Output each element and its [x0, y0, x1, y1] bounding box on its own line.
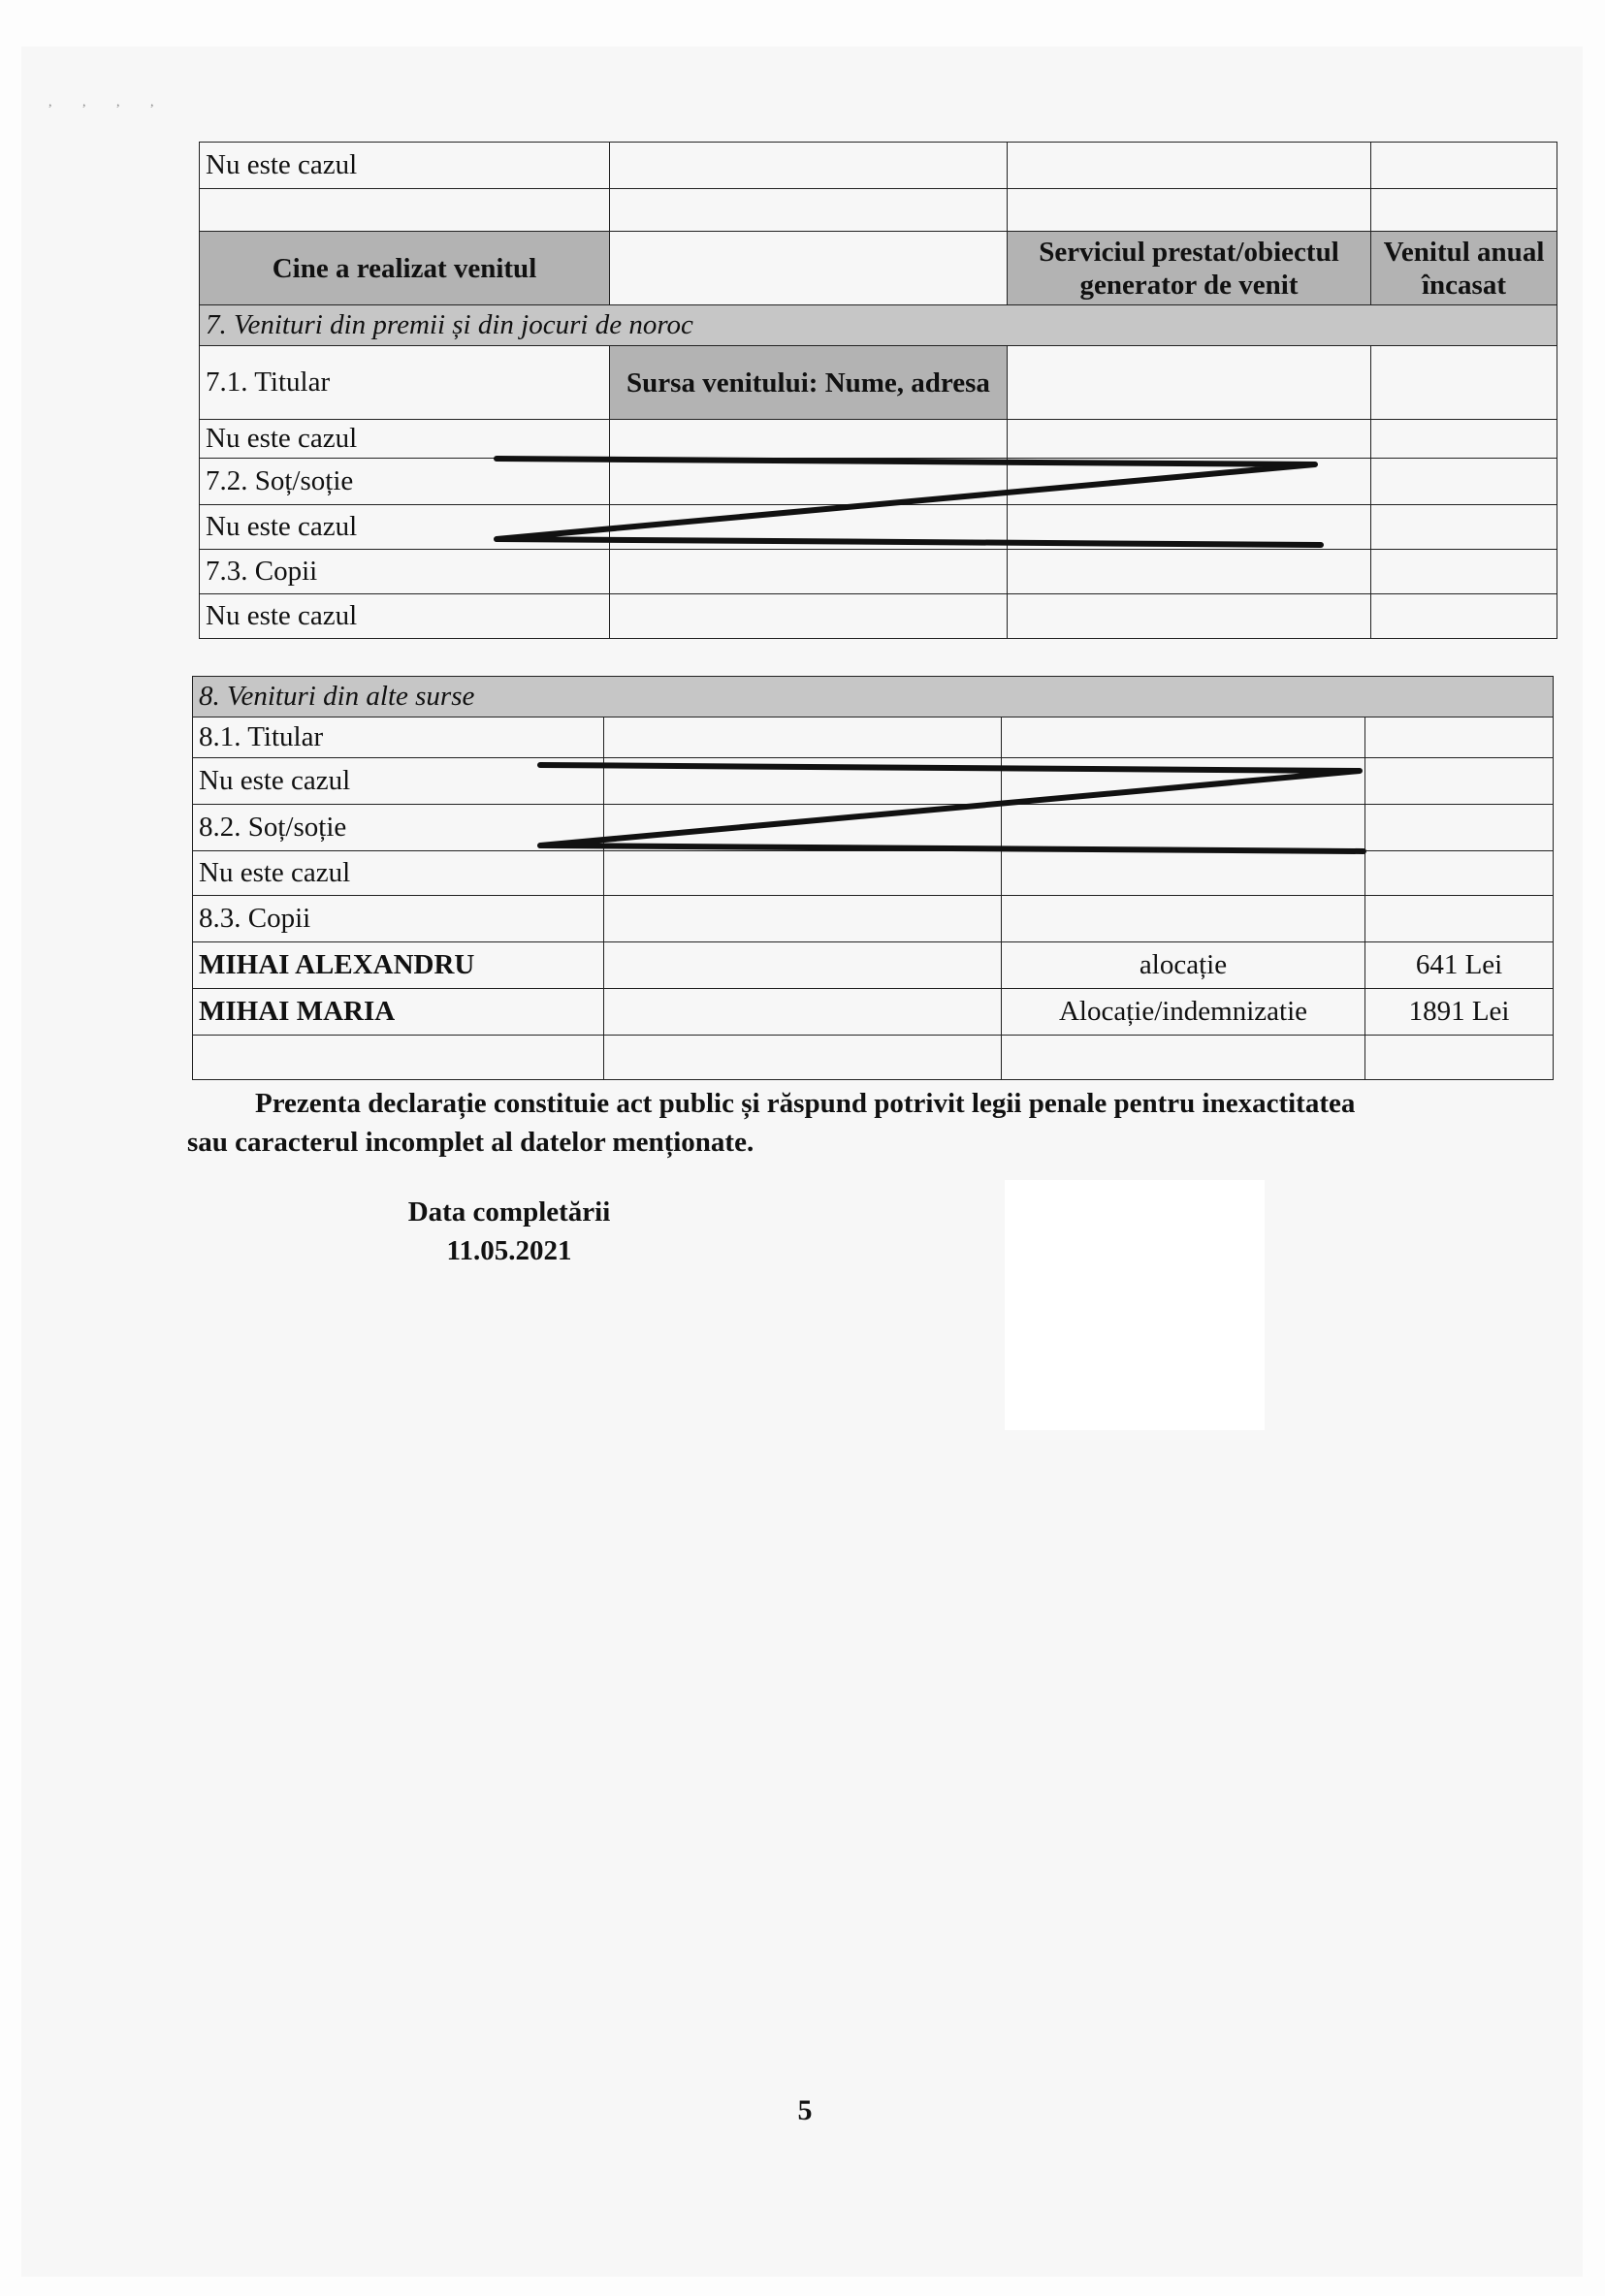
cell-source	[604, 1036, 1002, 1080]
cell-income	[1371, 143, 1557, 189]
table-row	[200, 346, 1557, 420]
cell-income	[1365, 805, 1554, 851]
header-empty	[610, 232, 1008, 305]
cell-income	[1371, 505, 1557, 550]
row-label: 8.2. Soț/soție	[193, 805, 604, 851]
row-label: 7.2. Soț/soție	[200, 459, 610, 505]
cell-service	[1008, 420, 1371, 459]
table-row	[193, 1036, 1554, 1080]
header-service: Serviciul prestat/obiectul generator de venit	[1008, 232, 1371, 305]
cell-source	[604, 896, 1002, 942]
row-label: 8.3. Copii	[193, 896, 604, 942]
table-row	[193, 758, 1554, 805]
cell-source	[610, 550, 1008, 594]
cell-beneficiary: Nu este cazul	[200, 143, 610, 189]
row-label: 7.3. Copii	[200, 550, 610, 594]
cell-service	[1008, 346, 1371, 420]
cell-income	[1371, 420, 1557, 459]
row-label: Nu este cazul	[193, 758, 604, 805]
header-beneficiary: Cine a realizat venitul	[200, 232, 610, 305]
cell-income	[1371, 594, 1557, 639]
cell-source	[604, 758, 1002, 805]
scan-marks: , , , ,	[48, 95, 168, 110]
cell-income	[1365, 851, 1554, 896]
cell-beneficiary	[193, 1036, 604, 1080]
cell-income	[1371, 550, 1557, 594]
cell-source	[604, 805, 1002, 851]
cell-income	[1365, 1036, 1554, 1080]
cell-service: Alocație/indemnizatie	[1002, 989, 1365, 1036]
declaration-line-2: sau caracterul incomplet al datelor menționate.	[187, 1127, 754, 1158]
cell-income	[1365, 718, 1554, 758]
cell-source	[610, 594, 1008, 639]
redacted-signature-area	[1005, 1180, 1265, 1430]
cell-service	[1008, 505, 1371, 550]
cell-source	[604, 942, 1002, 989]
income-table-upper	[199, 142, 1557, 639]
declaration-statement	[187, 1084, 1487, 1162]
row-label: Nu este cazul	[200, 420, 610, 459]
cell-income	[1365, 758, 1554, 805]
row-label: Nu este cazul	[200, 594, 610, 639]
cell-income: 1891 Lei	[1365, 989, 1554, 1036]
income-table-lower	[192, 676, 1554, 1080]
child-name: MIHAI MARIA	[193, 989, 604, 1036]
cell-service	[1002, 758, 1365, 805]
table-row	[193, 942, 1554, 989]
section-7-title: 7. Venituri din premii și din jocuri de noroc	[200, 305, 1557, 346]
completion-date-label: Data completării	[407, 1196, 611, 1228]
cell-service	[1008, 189, 1371, 232]
cell-service	[1008, 594, 1371, 639]
cell-source	[610, 505, 1008, 550]
cell-source	[610, 189, 1008, 232]
cell-service	[1002, 1036, 1365, 1080]
section-8-title: 8. Venituri din alte surse	[193, 677, 1554, 718]
table-row	[200, 550, 1557, 594]
cell-source	[610, 459, 1008, 505]
cell-service	[1008, 143, 1371, 189]
section-row	[193, 677, 1554, 718]
header-source: Sursa venitului: Nume, adresa	[610, 346, 1008, 420]
cell-income: 641 Lei	[1365, 942, 1554, 989]
cell-source	[604, 851, 1002, 896]
table-row	[200, 143, 1557, 189]
header-income: Venitul anual încasat	[1371, 232, 1557, 305]
row-label: Nu este cazul	[193, 851, 604, 896]
cell-service	[1002, 718, 1365, 758]
table-row	[200, 189, 1557, 232]
cell-service	[1008, 459, 1371, 505]
table-row	[193, 718, 1554, 758]
cell-source	[610, 143, 1008, 189]
cell-income	[1365, 896, 1554, 942]
cell-service	[1008, 550, 1371, 594]
table-row	[200, 505, 1557, 550]
table-row	[200, 459, 1557, 505]
cell-service	[1002, 851, 1365, 896]
row-label: 8.1. Titular	[193, 718, 604, 758]
child-name: MIHAI ALEXANDRU	[193, 942, 604, 989]
table-row	[193, 851, 1554, 896]
row-label: 7.1. Titular	[200, 346, 610, 420]
table-row	[200, 594, 1557, 639]
declaration-line-1: Prezenta declarație constituie act public și răspund potrivit legii penale pentru inexactitatea	[255, 1088, 1356, 1119]
cell-income	[1371, 189, 1557, 232]
cell-source	[610, 420, 1008, 459]
completion-date-value: 11.05.2021	[446, 1235, 572, 1266]
cell-service	[1002, 896, 1365, 942]
cell-income	[1371, 459, 1557, 505]
table-row	[200, 420, 1557, 459]
table-row	[193, 989, 1554, 1036]
completion-date	[373, 1193, 645, 1270]
page-number: 5	[797, 2094, 813, 2126]
cell-beneficiary	[200, 189, 610, 232]
table-header-row	[200, 232, 1557, 305]
section-row	[200, 305, 1557, 346]
cell-source	[604, 989, 1002, 1036]
row-label: Nu este cazul	[200, 505, 610, 550]
table-row	[193, 896, 1554, 942]
cell-income	[1371, 346, 1557, 420]
cell-service: alocație	[1002, 942, 1365, 989]
cell-source	[604, 718, 1002, 758]
table-row	[193, 805, 1554, 851]
cell-service	[1002, 805, 1365, 851]
